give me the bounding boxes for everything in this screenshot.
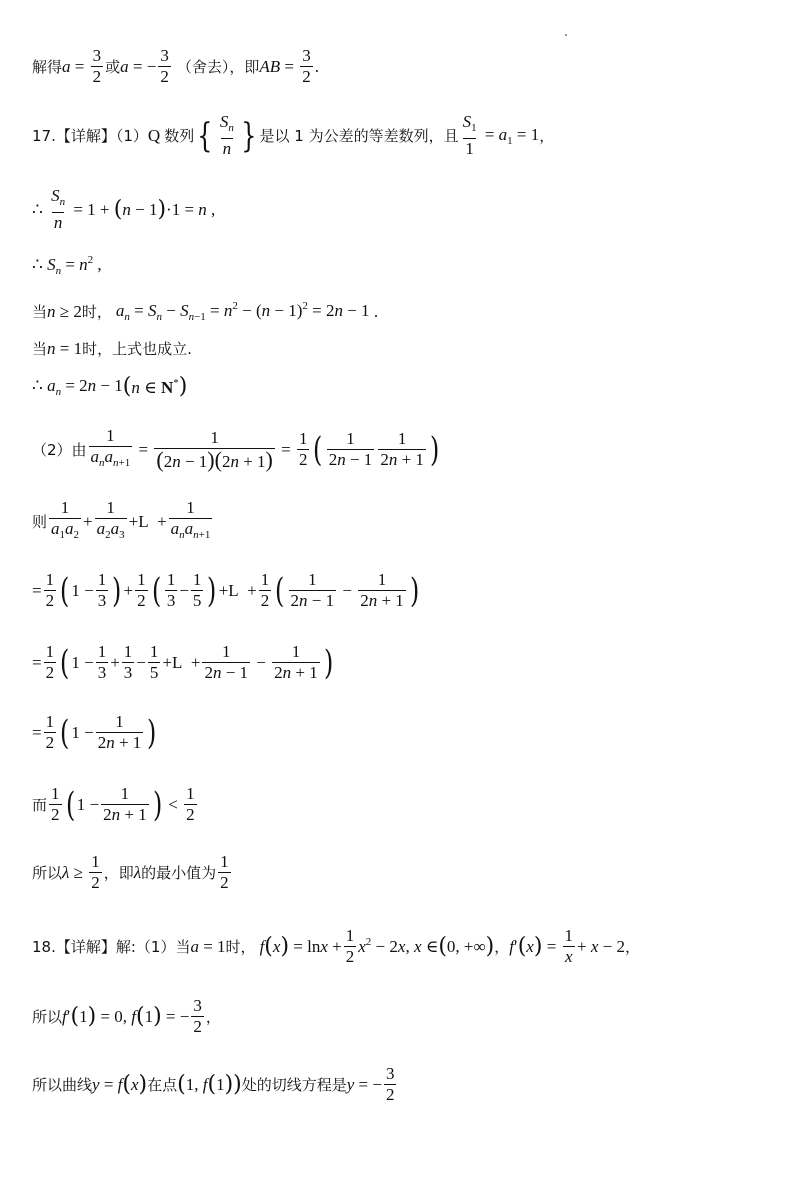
math-line-sn: ∴ $S_n = n^2$ , [32,254,102,277]
q17-header: 17.【详解】（1） Q 数列 { $\frac{S_n}{n}$ } 是以 1 为公差的等差数列，且 $\frac{S_1}{1}$ = $a_1 = 1$ ， [32,112,555,158]
q18-derivative-line: 所以 f ′ ( 1 ) = 0, f ( 1 ) = − $\frac{3}{2}$ ， [32,996,221,1036]
q17-part2: （2）由 $\frac{1}{a_na_{n+1}}$ = $\frac{1}{(2n - 1)(2n + 1)}$ = $\frac{1}{2}$ ( $\frac{1}{2n - 1}$ $\frac{1}{2n + 1}$ ) [32,426,440,472]
sum-result: = $\frac{1}{2}$ ( 1 − $\frac{1}{2n + 1}$ ) [32,712,157,753]
scan-dot [565,34,567,36]
sum-line: 则 $\frac{1}{a_1a_2}$ + $\frac{1}{a_2a_3}$ +L + $\frac{1}{a_na_{n+1}}$ [32,498,214,545]
sum-expansion-2: = $\frac{1}{2}$ ( 1 − $\frac{1}{3}$ + $\frac{1}{3}$ − $\frac{1}{5}$ +L + $\frac{1}{2n - 1}$ − $\frac{1}{2n + 1}$ ) [32,642,334,683]
q18-header: 18.【详解】解:（1）当 a = 1 时， f ( x ) = ln x + $\frac{1}{2}$ $x^2 - 2x$, x ∈ ( 0, +∞ ) ， f ′ ( x ) = $\frac{1}{x}$ + x − 2 ， [32,926,641,966]
math-line-n-geq-2: 当 n ≥ 2 时， $a_n = S_n - S_{n-1} = n^2 - (n - 1)^2 = 2n - 1$ . [32,300,379,323]
sum-expansion-1: = $\frac{1}{2}$ ( 1 − $\frac{1}{3}$ ) + $\frac{1}{2}$ ( $\frac{1}{3}$ − $\frac{1}{5}$ ) +L + $\frac{1}{2}$ ( $\frac{1}{2n - 1}$ − $\frac{1}{2n + 1}$ ) [32,570,420,611]
q18-tangent-line: 所以曲线 y = f ( x ) 在点 ( 1, f ( 1 )) 处的切线方程是 y = − $\frac{3}{2}$ [32,1064,395,1104]
math-line-sn-over-n: ∴ $\frac{S_n}{n}$ = 1 + ( n − 1 ) ·1 = n , [32,186,216,232]
inequality-line: 而 $\frac{1}{2}$ ( 1 − $\frac{1}{2n + 1}$ ) < $\frac{1}{2}$ [32,784,195,825]
solution-line-1: 解得 a = $\frac{3}{2}$ 或 a = − $\frac{3}{2}$ （舍去），即 AB = $\frac{3}{2}$ . [32,46,319,86]
math-line-n-eq-1: 当 n = 1 时，上式也成立. [32,338,192,358]
math-line-an: ∴ $a_n = 2n - 1$ ( n ∈ N* ) [32,374,188,399]
conclusion-line: 所以 λ ≥ $\frac{1}{2}$ ，即 λ 的最小值为 $\frac{1}{2}$ [32,852,229,892]
